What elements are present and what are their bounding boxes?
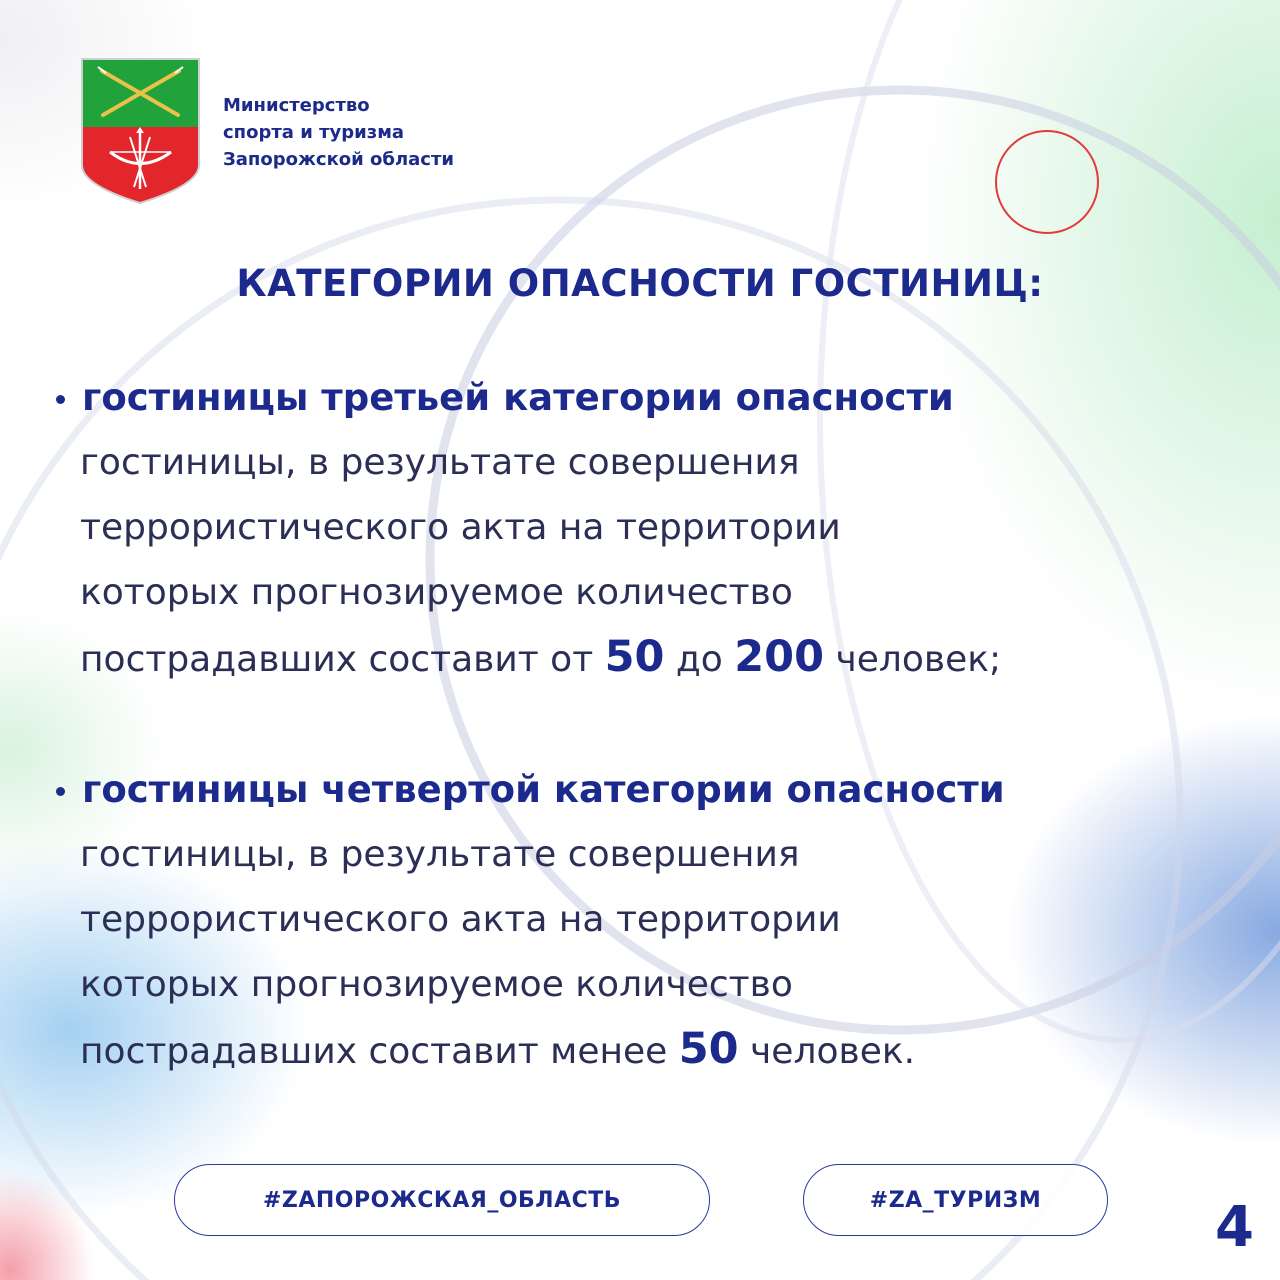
red-ring bbox=[996, 131, 1098, 233]
description-line: гостиницы, в результате совершения bbox=[80, 442, 800, 483]
line-text: человек. bbox=[738, 1031, 916, 1072]
number-highlight: 50 bbox=[604, 632, 665, 682]
category-heading-text: гостиницы четвертой категории опасности bbox=[82, 768, 1005, 811]
description-line: гостиницы, в результате совершения bbox=[80, 834, 800, 875]
line-text: человек; bbox=[824, 639, 1002, 680]
ministry-line-3: Запорожской области bbox=[223, 149, 455, 170]
number-highlight: 200 bbox=[734, 632, 825, 682]
bullet-icon bbox=[56, 395, 65, 404]
ministry-line-1: Министерство bbox=[223, 95, 370, 116]
category-heading bbox=[56, 378, 1001, 418]
hashtag-zaporozhskaya-oblast[interactable]: #ZАПОРОЖСКАЯ_ОБЛАСТЬ bbox=[174, 1164, 710, 1236]
ministry-line-2: спорта и туризма bbox=[223, 122, 405, 143]
line-text: пострадавших составит менее bbox=[80, 1031, 679, 1072]
category-heading-text: гостиницы третьей категории опасности bbox=[82, 376, 954, 419]
category-item-fourth bbox=[56, 770, 1005, 1084]
hashtag-za-turizm[interactable]: #ZА_ТУРИЗМ bbox=[803, 1164, 1108, 1236]
line-text: пострадавших составит от bbox=[80, 639, 605, 680]
description-line: террористического акта на территории bbox=[80, 899, 841, 940]
coat-of-arms-icon bbox=[80, 57, 201, 205]
line-text: до bbox=[664, 639, 735, 680]
description-line: которых прогнозируемое количество bbox=[80, 964, 793, 1005]
ministry-name bbox=[223, 92, 454, 173]
category-item-third bbox=[56, 378, 1001, 692]
description-line-with-numbers bbox=[56, 1017, 1005, 1084]
page-title: КАТЕГОРИИ ОПАСНОСТИ ГОСТИНИЦ: bbox=[236, 262, 1044, 305]
number-highlight: 50 bbox=[678, 1024, 739, 1074]
page-number: 4 bbox=[1215, 1195, 1254, 1260]
description-line: террористического акта на территории bbox=[80, 507, 841, 548]
bullet-icon bbox=[56, 787, 65, 796]
description-line: которых прогнозируемое количество bbox=[80, 572, 793, 613]
category-heading bbox=[56, 770, 1005, 810]
description-line-with-numbers bbox=[56, 625, 1001, 692]
